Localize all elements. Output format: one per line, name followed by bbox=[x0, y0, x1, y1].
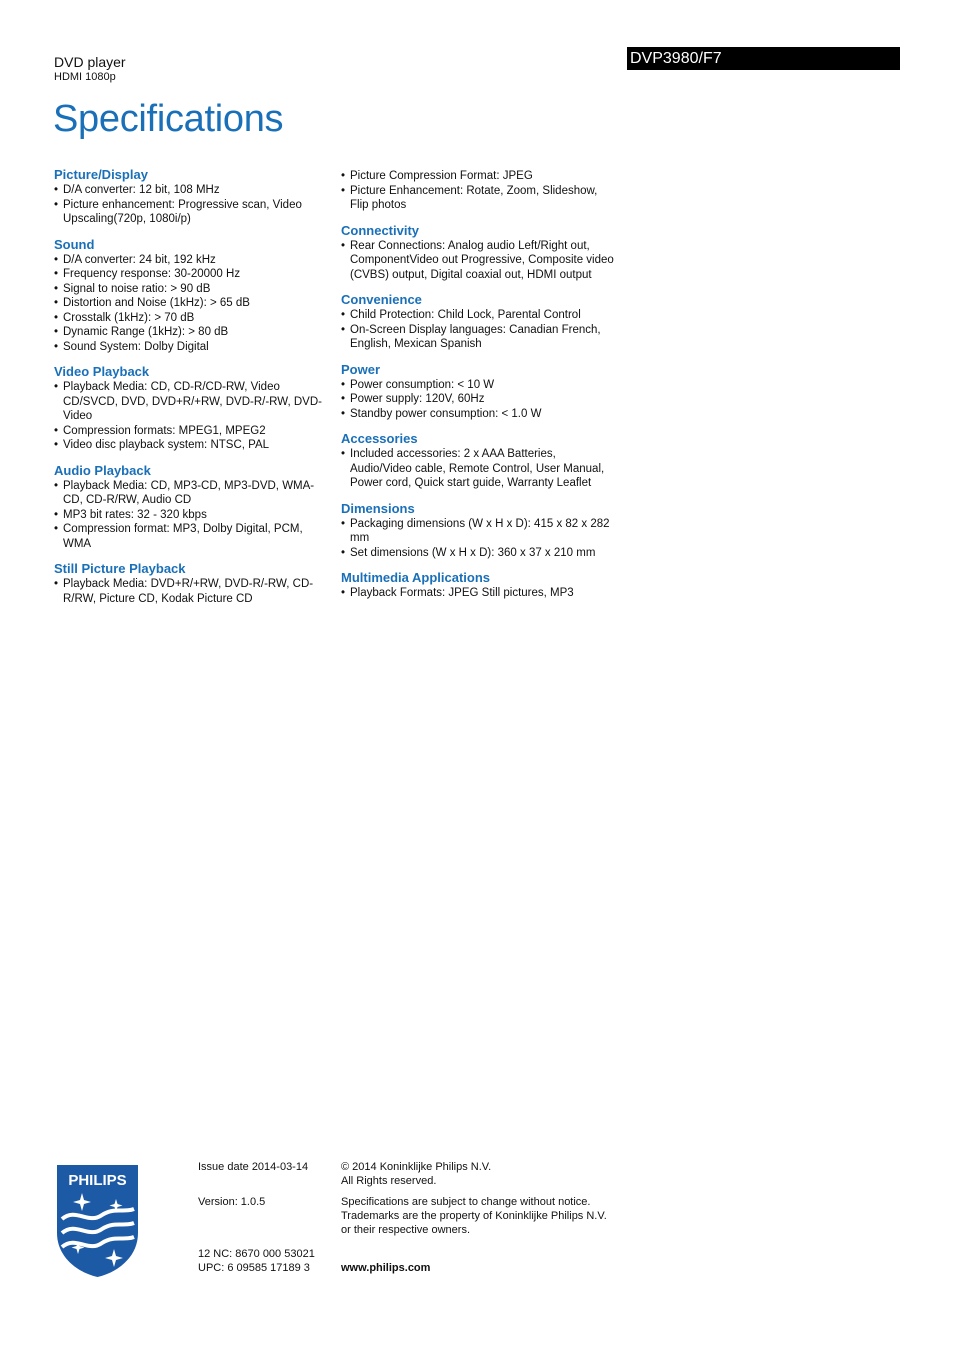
product-subtitle: HDMI 1080p bbox=[54, 71, 116, 83]
spec-item: • Picture Compression Format: JPEG bbox=[341, 169, 619, 184]
spec-list-continued bbox=[341, 169, 619, 213]
spec-item: • D/A converter: 24 bit, 192 kHz bbox=[54, 253, 332, 268]
spec-item: • Signal to noise ratio: > 90 dB bbox=[54, 282, 332, 297]
spec-column-left bbox=[54, 167, 332, 616]
spec-section-accessories bbox=[341, 431, 619, 491]
copyright-line-1: © 2014 Koninklijke Philips N.V. bbox=[341, 1161, 492, 1173]
product-codes bbox=[198, 1247, 315, 1275]
logo-wordmark: PHILIPS bbox=[68, 1172, 127, 1189]
section-heading: Accessories bbox=[341, 431, 418, 446]
section-heading: Still Picture Playback bbox=[54, 561, 186, 576]
spec-item: • Compression format: MP3, Dolby Digital, PCM, WMA bbox=[54, 522, 332, 551]
spec-item: • Rear Connections: Analog audio Left/Right out, ComponentVideo out Progressive, Composite video (CVBS) output, Digital coaxial out, HDMI output bbox=[341, 239, 619, 283]
spec-item: • Packaging dimensions (W x H x D): 415 x 82 x 282 mm bbox=[341, 517, 619, 546]
page-title: Specifications bbox=[53, 98, 284, 140]
upc-code: UPC: 6 09585 17189 3 bbox=[198, 1262, 310, 1274]
spec-item: • Child Protection: Child Lock, Parental Control bbox=[341, 308, 619, 323]
spec-section-video-playback bbox=[54, 364, 332, 453]
section-heading: Connectivity bbox=[341, 222, 420, 238]
nc-code: 12 NC: 8670 000 53021 bbox=[198, 1248, 315, 1260]
section-heading: Picture/Display bbox=[54, 167, 148, 182]
spec-section-picture-display bbox=[54, 167, 332, 227]
spec-item: • D/A converter: 12 bit, 108 MHz bbox=[54, 183, 332, 198]
spec-item: • On-Screen Display languages: Canadian French, English, Mexican Spanish bbox=[341, 323, 619, 352]
spec-item: • Compression formats: MPEG1, MPEG2 bbox=[54, 424, 332, 439]
spec-section-still-picture-playback bbox=[54, 561, 332, 606]
spec-notice-line-1: Specifications are subject to change without notice. bbox=[341, 1196, 591, 1208]
spec-list bbox=[341, 378, 619, 422]
spec-list bbox=[54, 253, 332, 355]
spec-item: • Power consumption: < 10 W bbox=[341, 378, 619, 393]
copyright bbox=[341, 1160, 491, 1188]
spec-notice-line-2: Trademarks are the property of Koninklijke Philips N.V. bbox=[341, 1210, 607, 1222]
spec-list bbox=[341, 447, 619, 491]
spec-item: • Playback Formats: JPEG Still pictures, MP3 bbox=[341, 586, 619, 601]
spec-list bbox=[341, 239, 619, 283]
spec-item: • Crosstalk (1kHz): > 70 dB bbox=[54, 311, 332, 326]
spec-notice-line-3: or their respective owners. bbox=[341, 1224, 470, 1236]
spec-item: • Playback Media: DVD+R/+RW, DVD-R/-RW, CD-R/RW, Picture CD, Kodak Picture CD bbox=[54, 577, 332, 606]
spec-notice bbox=[341, 1195, 631, 1237]
spec-item: • Sound System: Dolby Digital bbox=[54, 340, 332, 355]
spec-item: • Picture Enhancement: Rotate, Zoom, Slideshow, Flip photos bbox=[341, 184, 619, 213]
spec-item: • Playback Media: CD, CD-R/CD-RW, Video CD/SVCD, DVD, DVD+R/+RW, DVD-R/-RW, DVD-Video bbox=[54, 380, 332, 424]
spec-list bbox=[341, 308, 619, 352]
section-heading: Convenience bbox=[341, 292, 422, 307]
spec-section-audio-playback bbox=[54, 463, 332, 552]
spec-section-convenience bbox=[341, 292, 619, 352]
spec-list bbox=[54, 577, 332, 606]
spec-list bbox=[54, 479, 332, 552]
spec-item: • MP3 bit rates: 32 - 320 kbps bbox=[54, 508, 332, 523]
spec-item: • Standby power consumption: < 1.0 W bbox=[341, 407, 619, 422]
section-heading: Power bbox=[341, 361, 381, 377]
spec-item: • Video disc playback system: NTSC, PAL bbox=[54, 438, 332, 453]
section-heading: Dimensions bbox=[341, 500, 415, 516]
section-heading: Audio Playback bbox=[54, 462, 151, 478]
spec-item: • Set dimensions (W x H x D): 360 x 37 x 210 mm bbox=[341, 546, 619, 561]
spec-item: • Dynamic Range (1kHz): > 80 dB bbox=[54, 325, 332, 340]
spec-list bbox=[341, 586, 619, 601]
spec-item: • Frequency response: 30-20000 Hz bbox=[54, 267, 332, 282]
section-heading: Video Playback bbox=[54, 364, 150, 379]
spec-section-multimedia-applications bbox=[341, 570, 619, 601]
issue-date: Issue date 2014-03-14 bbox=[198, 1161, 309, 1173]
spec-section-sound bbox=[54, 237, 332, 355]
spec-item: • Playback Media: CD, MP3-CD, MP3-DVD, WMA-CD, CD-R/RW, Audio CD bbox=[54, 479, 332, 508]
model-number-bar: DVP3980/F7 bbox=[627, 47, 900, 70]
section-heading: Sound bbox=[54, 236, 95, 252]
spec-list bbox=[341, 517, 619, 561]
spec-item: • Distortion and Noise (1kHz): > 65 dB bbox=[54, 296, 332, 311]
website-link[interactable]: www.philips.com bbox=[341, 1262, 431, 1274]
spec-list bbox=[54, 183, 332, 227]
copyright-line-2: All Rights reserved. bbox=[341, 1175, 437, 1187]
spec-column-right bbox=[341, 169, 619, 611]
section-heading: Multimedia Applications bbox=[341, 570, 491, 585]
spec-item: • Picture enhancement: Progressive scan, Video Upscaling(720p, 1080i/p) bbox=[54, 198, 332, 227]
philips-shield-logo bbox=[54, 1163, 141, 1279]
version: Version: 1.0.5 bbox=[198, 1196, 266, 1208]
spec-section-dimensions bbox=[341, 501, 619, 561]
spec-section-connectivity bbox=[341, 223, 619, 283]
product-name: DVD player bbox=[54, 54, 126, 70]
spec-section-power bbox=[341, 362, 619, 422]
spec-item: • Power supply: 120V, 60Hz bbox=[341, 392, 619, 407]
spec-list bbox=[54, 380, 332, 453]
spec-item: • Included accessories: 2 x AAA Batteries, Audio/Video cable, Remote Control, User Manual, Power cord, Quick start guide, Warranty Leaflet bbox=[341, 447, 619, 491]
